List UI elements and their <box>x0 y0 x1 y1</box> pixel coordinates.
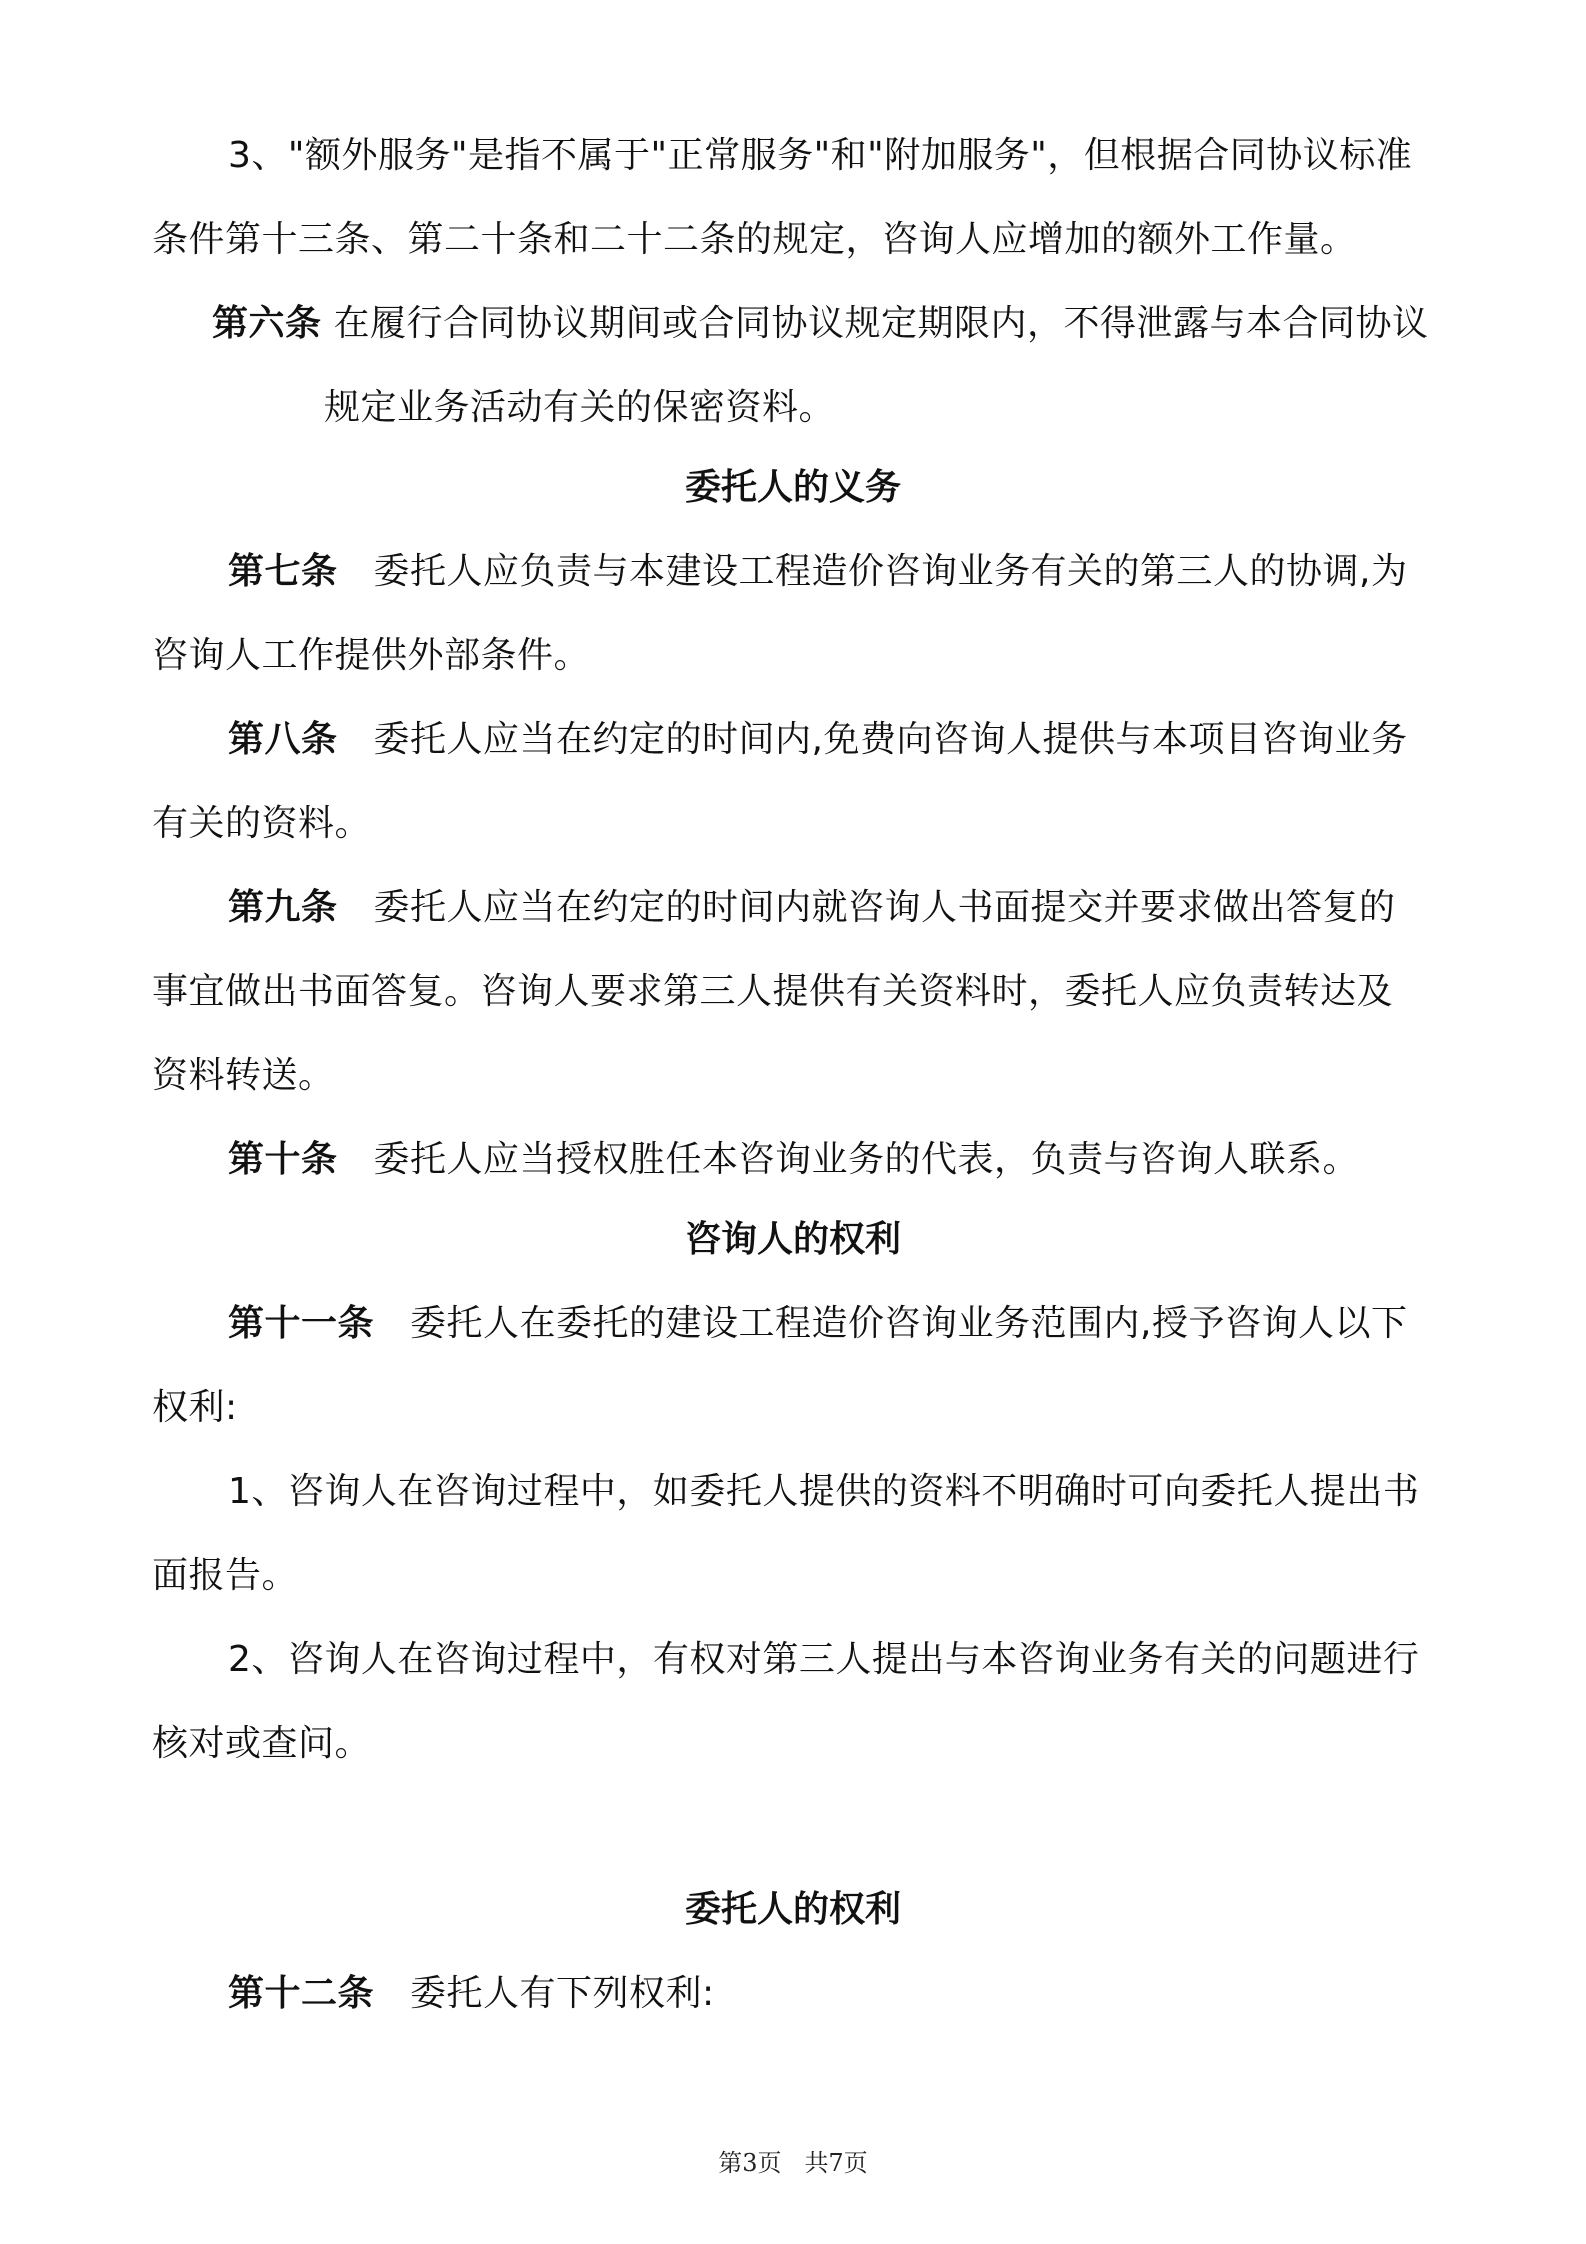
footer-page-total: 共7页 <box>804 2149 868 2177</box>
art6-text1: 在履行合同协议期间或合同协议规定期限内，不得泄露与本合同协议 <box>321 303 1429 344</box>
art7-line2: 咨询人工作提供外部条件。 <box>152 635 591 676</box>
art11-label: 第十一条 <box>228 1303 375 1344</box>
art10-text1: 委托人应当授权胜任本咨询业务的代表，负责与咨询人联系。 <box>373 1139 1360 1180</box>
art6-line1 <box>212 302 1428 346</box>
art8-label: 第八条 <box>228 719 338 760</box>
art9-text1: 委托人应当在约定的时间内就咨询人书面提交并要求做出答复的 <box>373 887 1396 928</box>
art9-line2: 事宜做出书面答复。咨询人要求第三人提供有关资料时，委托人应负责转达及 <box>152 971 1394 1012</box>
right2-line2: 核对或查问。 <box>152 1723 372 1764</box>
art7-label: 第七条 <box>228 551 338 592</box>
art8-line2: 有关的资料。 <box>152 803 372 844</box>
right1-line1: 1、咨询人在咨询过程中，如委托人提供的资料不明确时可向委托人提出书 <box>228 1471 1420 1512</box>
art12-text1: 委托人有下列权利: <box>410 1973 715 2014</box>
art10-label: 第十条 <box>228 1139 338 1180</box>
art7-line1 <box>228 550 1407 594</box>
art11-line1 <box>228 1302 1407 1346</box>
footer-page-number: 第3页 <box>718 2149 782 2177</box>
art8-line1 <box>228 718 1407 762</box>
heading-client-obligations: 委托人的义务 <box>684 467 901 508</box>
page-footer <box>0 2148 1586 2178</box>
art9-label: 第九条 <box>228 887 338 928</box>
art8-text1: 委托人应当在约定的时间内,免费向咨询人提供与本项目咨询业务 <box>373 719 1408 760</box>
art9-line1 <box>228 886 1396 930</box>
right1-line2: 面报告。 <box>152 1555 299 1596</box>
art11-line2: 权利: <box>152 1387 238 1428</box>
right2-line1: 2、咨询人在咨询过程中，有权对第三人提出与本咨询业务有关的问题进行 <box>228 1639 1420 1680</box>
art10-line1 <box>228 1138 1359 1182</box>
art6-line2: 规定业务活动有关的保密资料。 <box>324 387 836 428</box>
heading-client-rights: 委托人的权利 <box>684 1889 901 1930</box>
item3-line1: 3、"额外服务"是指不属于"正常服务"和"附加服务"，但根据合同协议标准 <box>228 135 1413 176</box>
art11-text1: 委托人在委托的建设工程造价咨询业务范围内,授予咨询人以下 <box>410 1303 1408 1344</box>
art12-line1 <box>228 1972 715 2016</box>
art6-label: 第六条 <box>212 303 322 344</box>
item3-line2: 条件第十三条、第二十条和二十二条的规定，咨询人应增加的额外工作量。 <box>152 219 1357 260</box>
art12-label: 第十二条 <box>228 1973 375 2014</box>
art9-line3: 资料转送。 <box>152 1055 335 1096</box>
art7-text1: 委托人应负责与本建设工程造价咨询业务有关的第三人的协调,为 <box>373 551 1408 592</box>
heading-consultant-rights: 咨询人的权利 <box>684 1219 901 1260</box>
